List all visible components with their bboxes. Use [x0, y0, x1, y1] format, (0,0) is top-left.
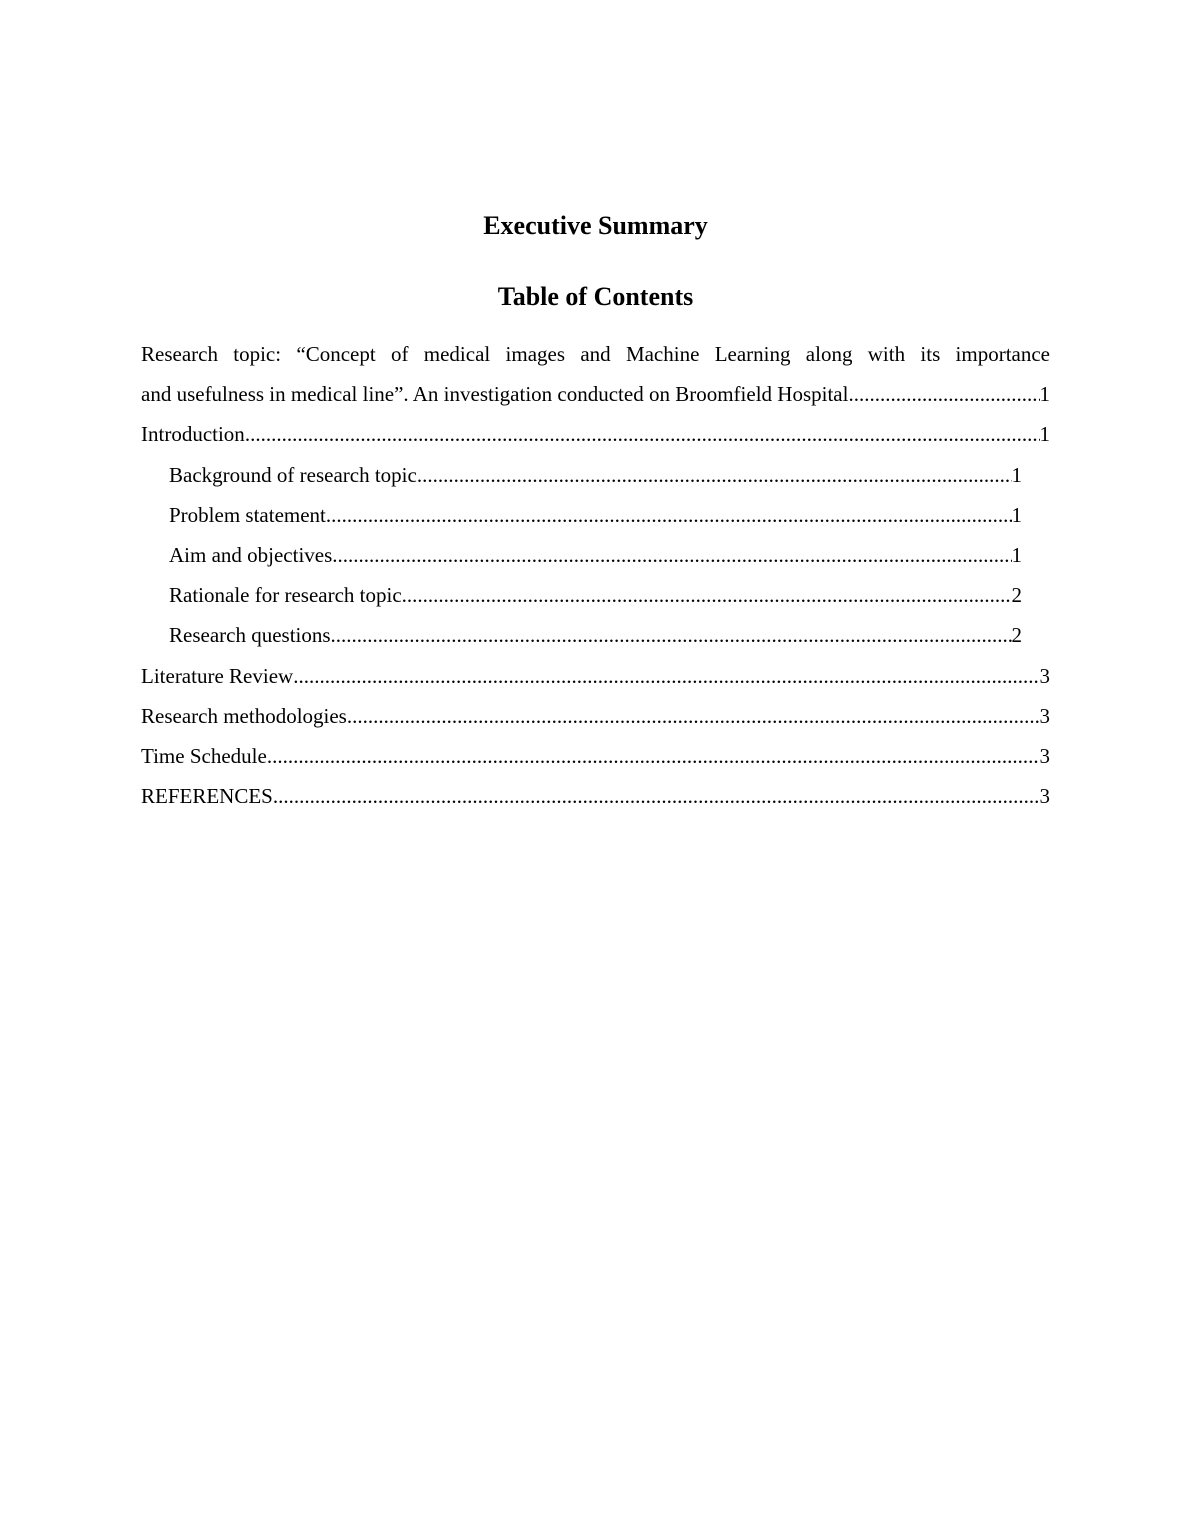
toc-entry-research-topic[interactable] [141, 334, 1050, 414]
toc-page-number: 1 [1011, 542, 1022, 567]
toc-page-number: 1 [1039, 382, 1050, 407]
toc-page-number: 3 [1039, 663, 1050, 688]
toc-page-number: 3 [1039, 743, 1050, 768]
toc-page-number: 3 [1039, 703, 1050, 728]
toc-entry-introduction[interactable] [141, 414, 1050, 454]
toc-dot-leader [417, 455, 1012, 495]
toc-entry-text: Introduction [141, 422, 245, 447]
toc-dot-leader [267, 736, 1040, 776]
toc-entry-rationale[interactable] [169, 575, 1022, 615]
toc-entry-time-schedule[interactable] [141, 736, 1050, 776]
toc-entry-aim-objectives[interactable] [169, 535, 1022, 575]
table-of-contents-heading: Table of Contents [497, 282, 694, 311]
toc-entry-research-methodologies[interactable] [141, 696, 1050, 736]
toc-dot-leader [293, 656, 1039, 696]
toc-dot-leader [848, 374, 1039, 414]
toc-entry-text-line1: Research topic: “Concept of medical images and Machine Learning along with its importance [141, 342, 1050, 366]
toc-dot-leader [273, 776, 1040, 816]
toc-dot-leader [402, 575, 1012, 615]
toc-entry-text: Problem statement [169, 502, 326, 527]
toc-entry-text: Background of research topic [169, 462, 417, 487]
toc-entry-references[interactable] [141, 776, 1050, 816]
toc-page-number: 1 [1039, 422, 1050, 447]
toc-entry-research-questions[interactable] [169, 615, 1022, 655]
toc-page-number: 3 [1039, 784, 1050, 809]
toc-entry-text-line2: and usefulness in medical line”. An investigation conducted on Broomfield Hospital [141, 382, 849, 407]
toc-page-number: 2 [1011, 623, 1022, 648]
toc-page-number: 2 [1011, 583, 1022, 608]
toc-dot-leader [332, 535, 1011, 575]
toc-entry-text: Research methodologies [141, 703, 347, 728]
toc-dot-leader [326, 495, 1012, 535]
toc-dot-leader [245, 414, 1040, 454]
toc-dot-leader [347, 696, 1040, 736]
toc-entry-literature-review[interactable] [141, 656, 1050, 696]
toc-entry-text: Aim and objectives [169, 542, 333, 567]
toc-entry-text: Rationale for research topic [169, 583, 402, 608]
executive-summary-heading: Executive Summary [483, 211, 708, 240]
toc-entry-problem-statement[interactable] [169, 495, 1022, 535]
toc-entry-background[interactable] [169, 455, 1022, 495]
toc-dot-leader [331, 615, 1012, 655]
toc-page-number: 1 [1011, 502, 1022, 527]
toc-page-number: 1 [1011, 462, 1022, 487]
toc-entry-text: REFERENCES [141, 784, 273, 809]
toc-entry-text: Literature Review [141, 663, 294, 688]
toc-entry-text: Research questions [169, 623, 331, 648]
toc-entry-text: Time Schedule [141, 743, 267, 768]
table-of-contents [141, 334, 1050, 816]
